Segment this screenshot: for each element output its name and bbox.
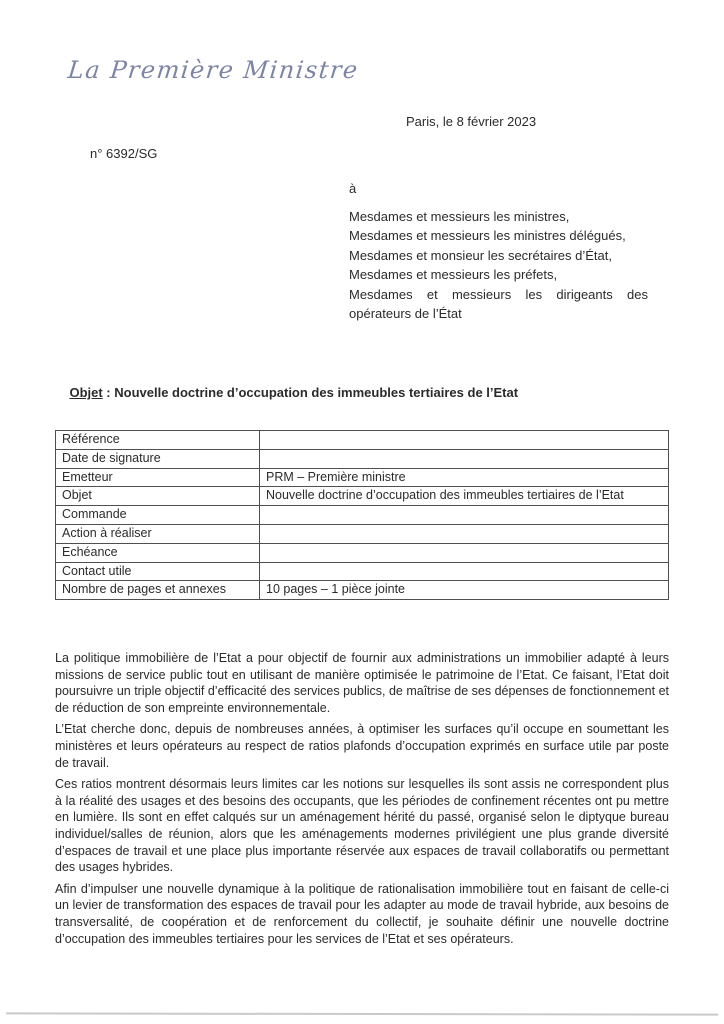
table-row-label: Action à réaliser	[56, 524, 260, 543]
subject-line	[55, 370, 669, 415]
reference-number: n° 6392/SG	[90, 146, 158, 161]
table-row-echeance	[56, 543, 669, 562]
table-row-label: Référence	[56, 431, 260, 450]
table-row-commande	[56, 506, 669, 525]
place-date: Paris, le 8 février 2023	[406, 114, 537, 129]
subject-text: : Nouvelle doctrine d’occupation des immeubles tertiaires de l’Etat	[102, 385, 519, 400]
table-row-contact-utile	[56, 562, 669, 581]
table-row-value	[260, 543, 669, 562]
table-row-value	[260, 562, 669, 581]
recipient-line: Mesdames et messieurs les ministres,	[349, 209, 570, 224]
body-paragraphs	[55, 650, 669, 952]
table-row-value: 10 pages – 1 pièce jointe	[260, 581, 669, 600]
paragraph-4: Afin d’impulser une nouvelle dynamique à la politique de rationalisation immobilière tout en faisant de celle-ci un levier de transformation des espaces de travail pour les adapter au mode de travail hybride, aux besoins de transversalité, de coopération et de renforcement du collectif, je souhaite définir une nouvelle doctrine d’occupation des immeubles tertiaires pour les services de l’Etat et ses opérateurs.	[55, 881, 669, 946]
letterhead-sender-script: La Première Ministre	[66, 56, 361, 84]
table-row-value: Nouvelle doctrine d’occupation des immeubles tertiaires de l’Etat	[260, 487, 669, 506]
table-row-label: Emetteur	[56, 468, 260, 487]
table-row-label: Objet	[56, 487, 260, 506]
table-row-value	[260, 431, 669, 450]
table-row-value	[260, 506, 669, 525]
table-row-label: Contact utile	[56, 562, 260, 581]
table-row-label: Commande	[56, 506, 260, 525]
summary-table	[55, 430, 669, 600]
subject-label: Objet	[69, 385, 103, 400]
table-row-label: Echéance	[56, 543, 260, 562]
paragraph-1: La politique immobilière de l’Etat a pour objectif de fournir aux administrations un immobilier adapté à leurs missions de service public tout en utilisant de manière optimisée le patrimoine de l’Etat. Ce faisant, l’Etat doit poursuivre un triple objectif d’efficacité des services publics, de maîtrise de ses dépenses de fonctionnement et de réduction de son empreinte environnementale.	[55, 651, 669, 715]
paragraph-3: Ces ratios montrent désormais leurs limites car les notions sur lesquelles ils sont assis ne correspondent plus à la réalité des usages et des besoins des occupants, que les périodes de confinement récentes ont pu mettre en lumière. Ils sont en effet calqués sur un aménagement hérité du passé, organisé selon le diptyque bureau individuel/salles de réunion, alors que les aménagements modernes privilégient une plus grande diversité d’espaces de travail et une place plus importante réservée aux espaces de travail collaboratifs ou permettant des usages hybrides.	[55, 777, 669, 875]
table-row-reference	[56, 431, 669, 450]
page-bottom-edge-line	[6, 1012, 718, 1015]
recipient-line: Mesdames et messieurs les ministres délégués,	[349, 228, 626, 244]
table-row-objet	[56, 487, 669, 506]
table-row-action-a-realiser	[56, 524, 669, 543]
recipients-block	[349, 207, 648, 323]
table-row-value	[260, 524, 669, 543]
summary-table-body	[56, 431, 669, 600]
recipient-line: Mesdames et messieurs les préfets,	[349, 267, 558, 283]
table-row-date-signature	[56, 449, 669, 468]
table-row-label: Date de signature	[56, 449, 260, 468]
to-label: à	[349, 181, 357, 196]
table-row-emetteur	[56, 468, 669, 487]
table-row-nombre-pages	[56, 581, 669, 600]
table-row-value	[260, 449, 669, 468]
recipient-line: Mesdames et messieurs les dirigeants des opérateurs de l’État	[349, 286, 648, 322]
table-row-value: PRM – Première ministre	[260, 468, 669, 487]
recipient-line: Mesdames et monsieur les secrétaires d’État,	[349, 247, 612, 263]
paragraph-2: L’Etat cherche donc, depuis de nombreuses années, à optimiser les surfaces qu’il occupe en soumettant les ministères et leurs opérateurs au respect de ratios plafonds d’occupation exprimés en surface utile par poste de travail.	[55, 722, 669, 770]
table-row-label: Nombre de pages et annexes	[56, 581, 260, 600]
